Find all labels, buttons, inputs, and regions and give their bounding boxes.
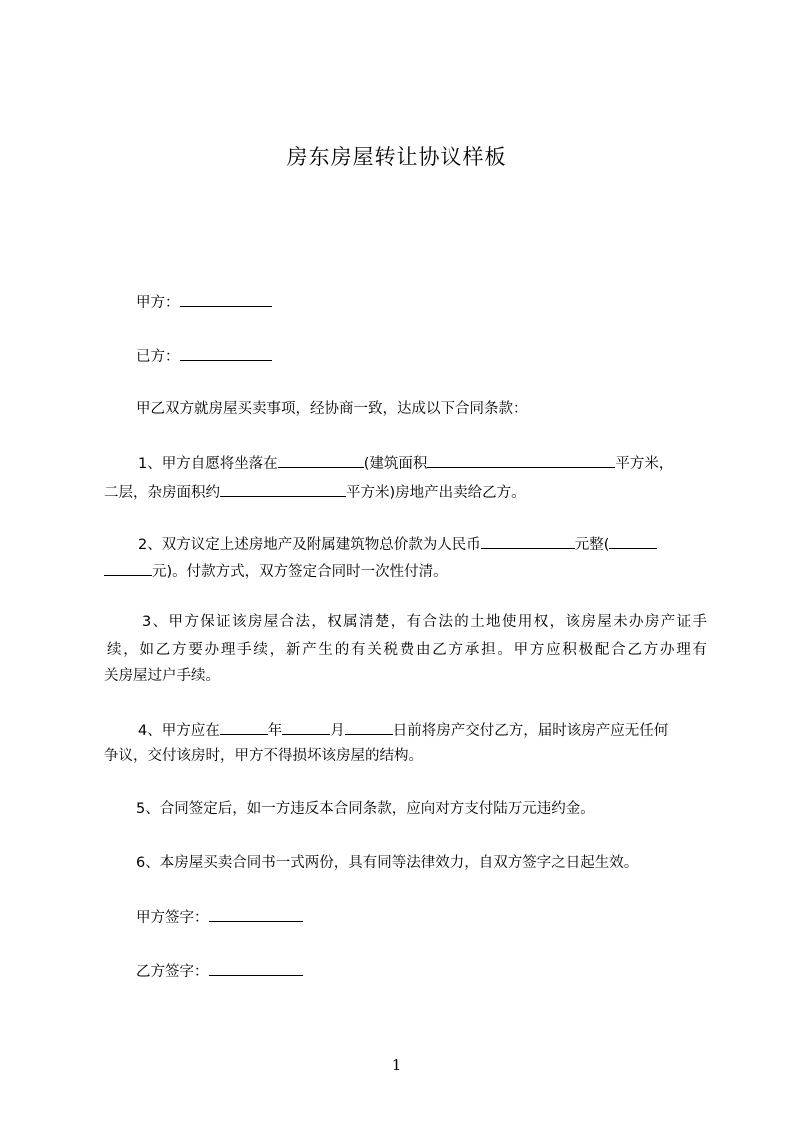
document-title: 房东房屋转让协议样板 [286,145,507,169]
clause-4-line-1 [138,719,750,741]
price-in-words-blank-2[interactable] [104,560,152,576]
clause-4-line-2: 争议，交付该房时，甲方不得损坏该房屋的结构。 [104,748,423,764]
location-blank[interactable] [278,452,364,468]
misc-room-area-blank[interactable] [220,481,346,497]
year-blank[interactable] [220,719,268,735]
clause-2-text-c: 元)。付款方式，双方签定合同时一次性付清。 [152,564,448,580]
clause-1-text-d: 二层，杂房面积约 [104,485,220,501]
page-number: 1 [391,1056,402,1074]
clause-4-text-a: 4、甲方应在 [138,723,220,739]
clause-4-text-b: 年 [267,723,283,739]
party-b-line [136,345,748,367]
clause-5: 5、合同签定后，如一方违反本合同条款，应向对方支付陆万元违约金。 [136,801,595,817]
party-b-blank[interactable] [180,345,272,361]
party-b-signature-line [136,960,748,982]
price-in-words-blank-1[interactable] [609,533,657,549]
building-area-blank[interactable] [427,452,615,468]
clause-2-text-b: 元整( [574,537,610,553]
clause-3-line-2: 续，如乙方要办理手续，新产生的有关税费由乙方承担。甲方应积极配合乙方办理有 [107,642,707,658]
clause-2-text-a: 2、双方议定上述房地产及附属建筑物总价款为人民币 [138,537,481,553]
day-blank[interactable] [345,719,393,735]
party-a-line [136,291,748,313]
clause-1-text-a: 1、甲方自愿将坐落在 [138,456,278,472]
clause-1-text-b: (建筑面积 [363,456,428,472]
party-a-signature-line [136,906,748,928]
party-a-signature-blank[interactable] [209,906,303,922]
clause-4-text-c: 月 [330,723,345,739]
clause-2-line-2 [104,560,716,582]
clause-2-line-1 [138,533,750,555]
clause-4-text-d: 日前将房产交付乙方，届时该房产应无任何 [392,723,669,739]
party-b-signature-blank[interactable] [209,960,303,976]
party-a-signature-label: 甲方签字： [136,910,209,926]
party-b-signature-label: 乙方签字： [136,964,209,980]
clause-3-line-3: 关房屋过户手续。 [104,668,220,684]
clause-3-line-1: 3、甲方保证该房屋合法，权属清楚，有合法的土地使用权，该房屋未办房产证手 [142,614,707,630]
intro-text: 甲乙双方就房屋买卖事项，经协商一致，达成以下合同条款： [136,401,528,417]
month-blank[interactable] [282,719,330,735]
party-a-blank[interactable] [180,291,272,307]
clause-6: 6、本房屋买卖合同书一式两份，具有同等法律效力，自双方签字之日起生效。 [136,855,639,871]
party-b-label: 已方： [136,349,180,365]
clause-1-text-c: 平方米， [615,456,674,472]
clause-1-text-e: 平方米)房地产出卖给乙方。 [346,485,526,501]
clause-1-line-2 [104,481,716,503]
clause-1-line-1 [138,452,750,474]
party-a-label: 甲方： [136,295,180,311]
total-price-blank[interactable] [481,533,575,549]
